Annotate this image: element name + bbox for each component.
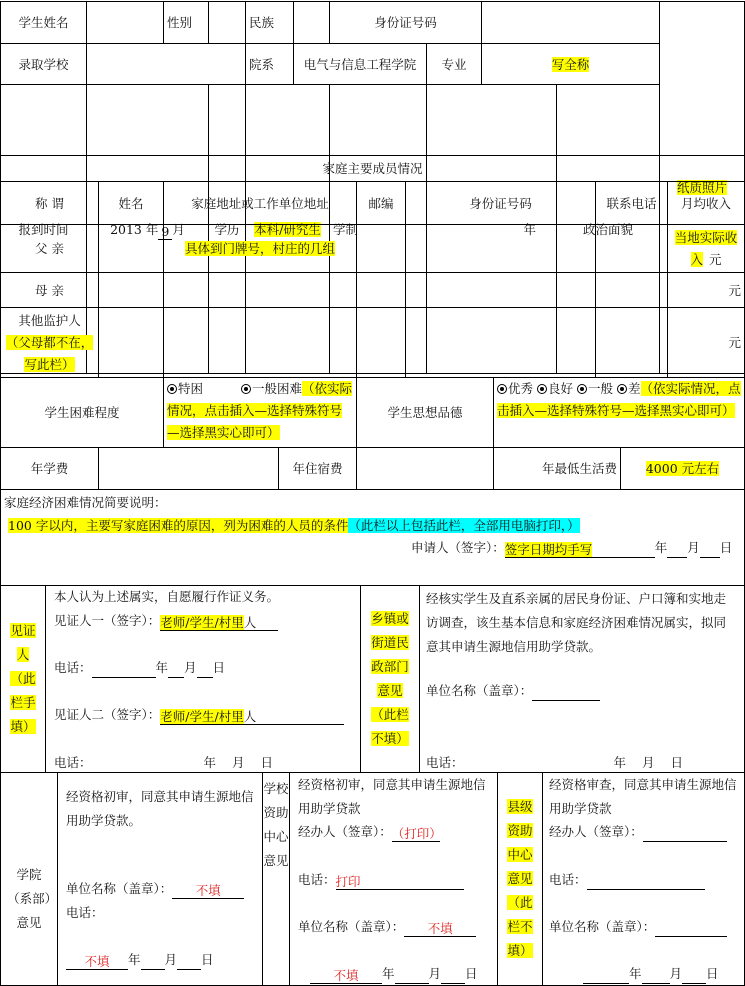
- id-number-value[interactable]: [482, 2, 660, 44]
- family-title: 家庭主要成员情况: [1, 156, 745, 182]
- approval-table: [0, 772, 745, 986]
- father-row: 父 亲 具体到门牌号，村庄的几组 当地实际收入 元: [1, 225, 745, 273]
- gender-value[interactable]: [209, 2, 246, 44]
- ethnic-value[interactable]: [294, 2, 330, 44]
- difficulty-options: 特困 一般困难（依实际情况，点击插入—选择特殊符号—选择黑实心即可）: [164, 378, 357, 448]
- center-side-label: 学校资助中心意见: [263, 773, 290, 986]
- explain-text: 100 字以内，主要写家庭困难的原因，列为困难的人员的条件（此栏以上包括此栏，全部用电脑打印，）: [8, 518, 580, 533]
- explain-cell: [1, 490, 745, 586]
- college-phone[interactable]: 电话：: [66, 905, 104, 920]
- col-phone: 联系电话: [596, 182, 668, 225]
- moral-label: 学生思想品德: [357, 378, 494, 448]
- report-date-label: 报到时间: [1, 85, 87, 374]
- county-cell: 经资格审查，同意其申请生源地信用助学贷款 经办人（签章）： 电话： 单位名称（盖章）： 年 月 日: [543, 773, 745, 986]
- explain-table: [0, 489, 745, 586]
- living-label: 年最低生活费: [494, 448, 621, 490]
- center-date[interactable]: 不填 年 月 日: [310, 963, 478, 984]
- major-value: 写全称: [482, 44, 660, 85]
- center-phone[interactable]: 电话：打印: [298, 869, 464, 890]
- center-cell: 经资格初审，同意其申请生源地信用助学贷款 经办人（签章）：（打印） 电话：打印 单位名称（盖章）： 不填 不填 年 月 日: [290, 773, 498, 986]
- ethnic-label: 民族: [246, 2, 294, 44]
- photo-label: 纸质照片: [677, 180, 728, 195]
- political-label: 政治面貌: [557, 85, 660, 374]
- county-date[interactable]: 年 月 日: [583, 963, 719, 984]
- school-value[interactable]: [87, 44, 246, 85]
- center-handler[interactable]: 经办人（签章）：（打印）: [298, 824, 442, 841]
- filled-circle-icon: [577, 384, 587, 394]
- county-phone[interactable]: 电话：: [549, 869, 705, 890]
- radio-poor[interactable]: 差: [617, 381, 641, 396]
- education-label: 学历: [209, 85, 246, 374]
- id-number-label: 身份证号码: [330, 2, 482, 44]
- college-side-label: 学院（系部）意见: [1, 773, 58, 986]
- major-label: 专业: [427, 44, 482, 85]
- witness-table: [0, 585, 745, 773]
- witness-cell: 本人认为上述属实，自愿履行作证义务。 见证人一（签字）：老师/学生/村里人 电话： 年 月 日 见证人二（签字）：老师/学生/村里人 电话： 年 月 日: [46, 586, 361, 773]
- filled-circle-icon: [617, 384, 627, 394]
- town-unit-stamp[interactable]: 单位名称（盖章）：: [426, 680, 600, 701]
- radio-general-hardship[interactable]: 一般困难: [241, 381, 302, 396]
- witness-two-phone[interactable]: 电话： 年 月 日: [54, 752, 273, 773]
- town-phone[interactable]: 电话： 年 月 日: [426, 752, 683, 773]
- county-unit-stamp[interactable]: 单位名称（盖章）：: [549, 916, 727, 937]
- student-name-label: 学生姓名: [1, 2, 87, 44]
- radio-good[interactable]: 良好: [537, 381, 573, 396]
- system-label: 学制: [330, 85, 427, 374]
- radio-special-hardship[interactable]: 特困: [167, 381, 203, 396]
- college-unit-stamp[interactable]: 单位名称（盖章）： 不填: [66, 878, 244, 899]
- witness-one-signature[interactable]: 见证人一（签字）：老师/学生/村里人: [54, 610, 278, 631]
- lodging-value[interactable]: [357, 448, 494, 490]
- center-unit-stamp[interactable]: 单位名称（盖章）： 不填: [298, 916, 476, 937]
- filled-circle-icon: [537, 384, 547, 394]
- system-value: 年: [427, 85, 557, 374]
- town-cell: 经核实学生及直系亲属的居民身份证、户口簿和实地走访调查，该生基本信息和家庭经济困难情况属实，拟同意其申请生源地信用助学贷款。 单位名称（盖章）： 电话： 年 月 日: [420, 586, 745, 773]
- mother-row: 母 亲 元: [1, 273, 745, 308]
- col-postcode: 邮编: [357, 182, 406, 225]
- filled-circle-icon: [167, 384, 177, 394]
- guardian-row: 其他监护人 （父母都不在，写此栏） 元: [1, 308, 745, 378]
- report-date-value: 2013 年 9 月: [87, 85, 209, 374]
- witness-side-label: 见证人（此栏手填）: [1, 586, 46, 773]
- difficulty-label: 学生困难程度: [1, 378, 164, 448]
- radio-excellent[interactable]: 优秀: [497, 381, 533, 396]
- col-address: 家庭地址或工作单位地址: [164, 182, 357, 225]
- col-relation: 称 谓: [1, 182, 99, 225]
- family-table: [0, 155, 745, 378]
- education-value: 本科/研究生: [246, 85, 330, 374]
- applicant-signature[interactable]: 申请人（签字）：签字日期均手写 年 月 日: [411, 540, 733, 557]
- filled-circle-icon: [497, 384, 507, 394]
- lodging-label: 年住宿费: [279, 448, 357, 490]
- radio-average[interactable]: 一般: [577, 381, 613, 396]
- witness-one-phone[interactable]: 电话： 年 月 日: [54, 657, 225, 678]
- difficulty-table: [0, 377, 745, 448]
- col-id: 身份证号码: [406, 182, 596, 225]
- moral-options: 优秀 良好 一般 差（依实际情况，点击插入—选择特殊符号—选择黑实心即可）: [494, 378, 745, 448]
- town-side-label: 乡镇或街道民政部门意见（此栏不填）: [361, 586, 420, 773]
- col-name: 姓名: [99, 182, 164, 225]
- filled-circle-icon: [241, 384, 251, 394]
- tuition-value[interactable]: [99, 448, 279, 490]
- tuition-label: 年学费: [1, 448, 99, 490]
- explain-title: 家庭经济困难情况简要说明：: [4, 495, 167, 510]
- college-cell: 经资格初审，同意其申请生源地信用助学贷款。 单位名称（盖章）： 不填 电话： 不填 年 月 日: [58, 773, 263, 986]
- witness-two-signature[interactable]: 见证人二（签字）：老师/学生/村里人: [54, 704, 344, 725]
- faculty-value: 电气与信息工程学院: [294, 44, 427, 85]
- living-value: 4000 元左右: [621, 448, 745, 490]
- fees-table: [0, 447, 745, 490]
- gender-label: 性别: [164, 2, 209, 44]
- school-label: 录取学校: [1, 44, 87, 85]
- col-income: 月均收入: [668, 182, 745, 225]
- county-handler[interactable]: 经办人（签章）：: [549, 821, 727, 842]
- faculty-label: 院系: [246, 44, 294, 85]
- college-date[interactable]: 不填 年 月 日: [66, 949, 214, 970]
- county-side-label: 县级资助中心意见（此栏不填）: [498, 773, 543, 986]
- student-name-value[interactable]: [87, 2, 164, 44]
